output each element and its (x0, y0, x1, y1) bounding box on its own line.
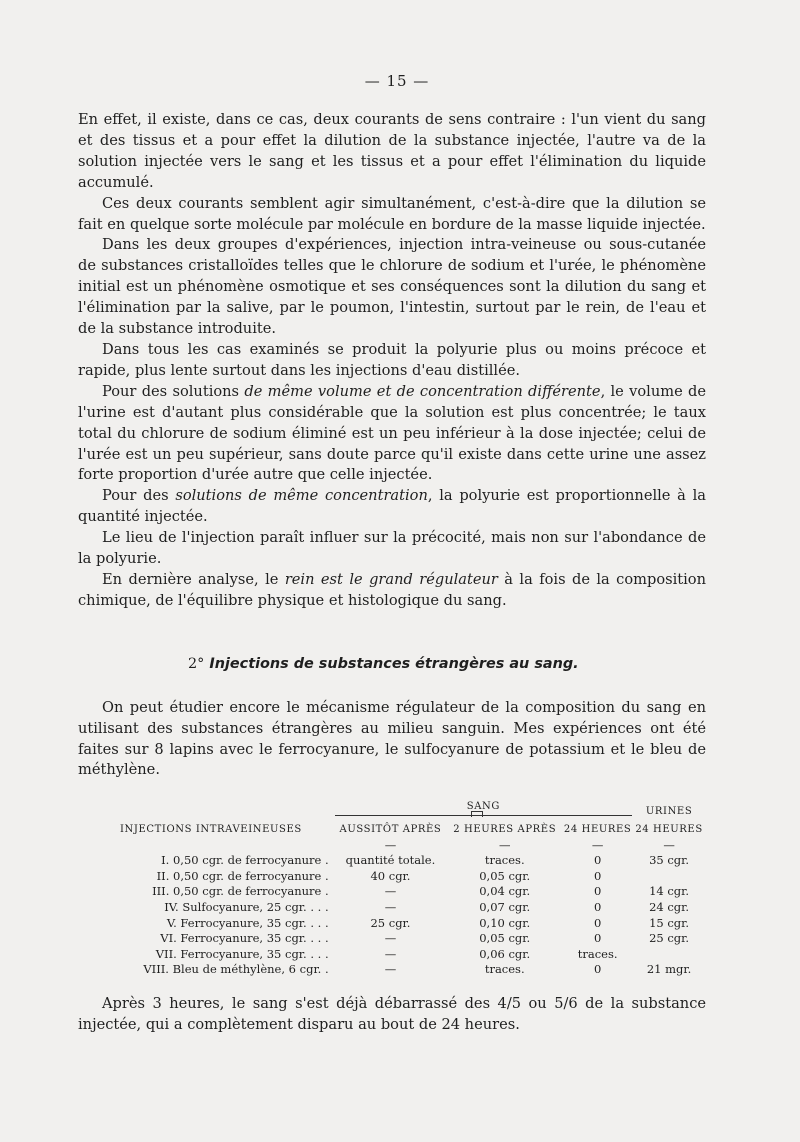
table-cell: — (384, 946, 397, 961)
paragraph (78, 382, 706, 487)
urine-header: URINES (645, 806, 693, 818)
paragraph: On peut étudier encore le mécanisme régulateur de la composition du sang en utilisant des substances étrangères au milieu sanguin. Mes expériences ont été faites sur 8 lapins avec le ferrocyanure, le sulfocyanure de potassium et le bleu de méthylène. (78, 698, 706, 779)
table-cell: 14 cgr. (649, 884, 690, 899)
table-cell: — (384, 899, 397, 914)
text-run: , la polyurie est proportionnelle à la quantité injectée. (78, 487, 706, 526)
italic-run: de même volume et de concentration différente (244, 382, 601, 400)
italic-run: rein est le grand régulateur (284, 570, 498, 588)
table-cell (632, 869, 706, 885)
paragraph (78, 570, 706, 612)
table-cell: 0,07 cgr. (479, 899, 531, 914)
paragraph: En effet, il existe, dans ce cas, deux courants de sens contraire : l'un vient du sang et des tissus et a pour effet la dilution de la substance injectée, l'autre va de la solution injectée vers le sang et les tissus et a pour effet l'élimination du liquide accumulé. (78, 111, 706, 191)
column-header: 24 HEURES (635, 823, 703, 835)
text-run: En dernière analyse, le (102, 570, 285, 588)
paragraph: Dans tous les cas examinés se produit la polyurie plus ou moins précoce et rapide, plus lente surtout dans les injections d'eau distillée. (78, 340, 706, 379)
section-heading (188, 656, 706, 672)
dash: — (663, 837, 675, 852)
table-cell: traces. (484, 853, 525, 868)
table-cell: traces. (577, 946, 618, 961)
table-row (78, 931, 706, 947)
table-row (78, 962, 706, 978)
table-cell: VIII. Bleu de méthylène, 6 cgr. . (143, 962, 329, 977)
paragraph: Dans les deux groupes d'expériences, injection intra-veineuse ou sous-cutanée de substances cristalloïdes telles que le chlorure de sodium et l'urée, le phénomène initial est un phénomène osmotique et ses conséquences sont la dilution du sang et l'élimination par la salive, par le poumon, l'intestin, surtout par le rein, de l'eau et de la substance introduite. (78, 236, 706, 338)
column-header: INJECTIONS INTRAVEINEUSES (120, 823, 302, 835)
table-cell: II. 0,50 cgr. de ferrocyanure . (156, 868, 329, 883)
table-row (78, 900, 706, 916)
text-run: , le volume de l'urine est d'autant plus considérable que la solution est plus concentrée; le taux total du chlorure de sodium éliminé est un peu inférieur à la dose injectée; celui de l'urée est un peu supérieur, sans doute parce qu'il existe dans cette urine une assez forte proportion d'urée autre que celle injectée. (78, 382, 707, 484)
text-body (78, 110, 706, 612)
table-cell: 0,05 cgr. (479, 868, 531, 883)
table-body (78, 853, 706, 978)
table-cell: 0,04 cgr. (479, 884, 531, 899)
table-row (78, 869, 706, 885)
table-row (78, 947, 706, 963)
italic-run: solutions de même concentration (175, 487, 428, 505)
table-cell (632, 947, 706, 963)
group-header-label: SANG (466, 801, 500, 813)
page-number: — 15 — (364, 72, 430, 90)
section-number: 2° (188, 655, 205, 672)
table-cell: 40 cgr. (370, 868, 411, 883)
table-row (78, 853, 706, 869)
column-header: AUSSITÔT APRÈS (339, 823, 442, 835)
table-cell: 0 (593, 884, 602, 899)
brace-line (335, 815, 633, 820)
table-header-row (78, 822, 706, 838)
table-cell: 0 (593, 962, 602, 977)
text-body (78, 994, 706, 1036)
paragraph: Le lieu de l'injection paraît influer sur la précocité, mais non sur l'abondance de la polyurie. (78, 529, 706, 568)
table-group-header-row (78, 799, 706, 822)
text-run: à la fois de la composition chimique, de l'équilibre physique et histologique du sang. (78, 570, 706, 609)
table-cell: 15 cgr. (649, 915, 690, 930)
table-cell: 0 (593, 915, 602, 930)
table-cell: 24 cgr. (649, 899, 690, 914)
section-title: Injections de substances étrangères au sang. (209, 655, 579, 672)
table-row (78, 916, 706, 932)
table-cell: 0,06 cgr. (479, 946, 531, 961)
table-cell: 0 (593, 868, 602, 883)
table-cell: IV. Sulfocyanure, 25 cgr. . . . (164, 899, 329, 914)
results-table (78, 799, 706, 978)
table-cell: traces. (484, 962, 525, 977)
text-body (78, 698, 706, 782)
paragraph: Après 3 heures, le sang s'est déjà débarrassé des 4/5 ou 5/6 de la substance injectée, qui a complètement disparu au bout de 24 heures. (78, 994, 706, 1033)
table-cell: VI. Ferrocyanure, 35 cgr. . . . (160, 931, 329, 946)
table-cell: — (384, 884, 397, 899)
table-dash-row (78, 838, 706, 854)
table-cell: 0 (593, 899, 602, 914)
table-cell: quantité totale. (345, 853, 436, 868)
table-cell: 0,05 cgr. (479, 931, 531, 946)
table-cell: I. 0,50 cgr. de ferrocyanure . (161, 853, 329, 868)
column-header: 24 HEURES (563, 823, 632, 835)
paragraph (78, 486, 706, 528)
table-cell: VII. Ferrocyanure, 35 cgr. . . . (155, 946, 329, 961)
table-cell: 0 (593, 853, 602, 868)
table-cell: — (384, 931, 397, 946)
dash: — (498, 837, 511, 852)
group-header-sang (335, 799, 633, 822)
table-cell: 0 (593, 931, 602, 946)
document-page (78, 72, 706, 1036)
table-cell: — (384, 962, 397, 977)
table-cell: 21 mgr. (646, 962, 692, 977)
text-run: Pour des (102, 487, 176, 505)
paragraph: Ces deux courants semblent agir simultanément, c'est-à-dire que la dilution se fait en quelque sorte molécule par molécule en bordure de la masse liquide injectée. (78, 194, 706, 233)
column-header: 2 HEURES APRÈS (453, 823, 557, 835)
table-cell: 25 cgr. (649, 931, 690, 946)
dash: — (384, 837, 397, 852)
table-cell: 25 cgr. (370, 915, 411, 930)
table-cell: V. Ferrocyanure, 35 cgr. . . . (166, 915, 329, 930)
table-cell: 0,10 cgr. (479, 915, 531, 930)
table-cell: 35 cgr. (649, 853, 690, 868)
table-row (78, 884, 706, 900)
table-cell: III. 0,50 cgr. de ferrocyanure . (152, 884, 329, 899)
dash: — (591, 837, 604, 852)
text-run: Pour des solutions (102, 382, 245, 400)
